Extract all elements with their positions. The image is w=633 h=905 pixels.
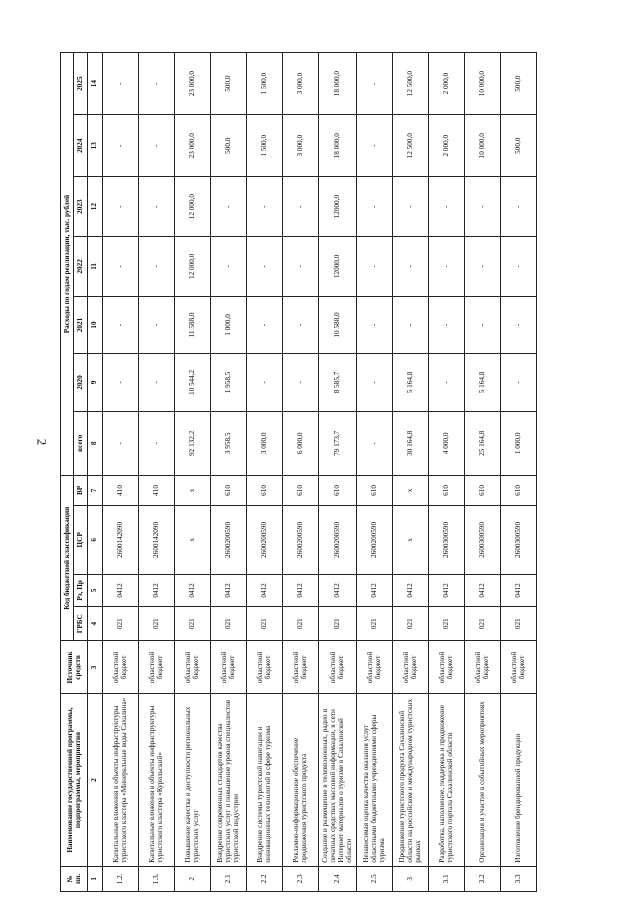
row-2024: 500,0 <box>500 115 536 177</box>
row-2022: - <box>246 237 282 297</box>
row-2025: 23 000,0 <box>174 53 210 115</box>
row-csr: 2600200590 <box>282 505 318 574</box>
row-name: Капитальные вложения в объекты инфраструктуры туристского кластера «Минеральные воды Сахалина» <box>102 694 138 866</box>
row-2022: 12000,0 <box>318 237 356 297</box>
header-total: всего <box>74 411 87 475</box>
row-2024: - <box>138 115 174 177</box>
row-rz-pr: 0412 <box>138 574 174 606</box>
row-grbs: 021 <box>356 607 392 641</box>
row-total: 3 958,5 <box>210 411 246 475</box>
row-2020: 1 958,5 <box>210 354 246 411</box>
row-2024: - <box>102 115 138 177</box>
row-csr: 2600200590 <box>318 505 356 574</box>
column-number: 11 <box>87 237 102 297</box>
row-2025: 18 000,0 <box>318 53 356 115</box>
row-2021: - <box>428 296 464 353</box>
table-row <box>246 53 282 892</box>
row-2021: - <box>282 296 318 353</box>
row-total: 3 000,0 <box>246 411 282 475</box>
page-number: 2 <box>34 438 50 446</box>
row-source: областной бюджет <box>500 641 536 694</box>
row-csr: 2600200590 <box>210 505 246 574</box>
row-2024: 10 000,0 <box>464 115 500 177</box>
row-2020: - <box>428 354 464 411</box>
header-budget-code: Код бюджетной классификации <box>61 476 74 641</box>
row-number: 3.2 <box>464 866 500 891</box>
table-row <box>210 53 246 892</box>
row-source: областной бюджет <box>318 641 356 694</box>
row-2023: - <box>102 177 138 237</box>
row-2024: 12 500,0 <box>392 115 428 177</box>
row-2020: 8 585,7 <box>318 354 356 411</box>
row-2023: - <box>246 177 282 237</box>
row-vr: 610 <box>210 476 246 506</box>
row-rz-pr: 0412 <box>356 574 392 606</box>
column-number: 7 <box>87 476 102 506</box>
row-2023: - <box>210 177 246 237</box>
row-source: областной бюджет <box>356 641 392 694</box>
header-year-2020: 2020 <box>74 354 87 411</box>
row-2025: 1 500,0 <box>246 53 282 115</box>
row-2023: - <box>464 177 500 237</box>
row-2022: - <box>464 237 500 297</box>
row-2024: 3 000,0 <box>282 115 318 177</box>
row-2025: 2 000,0 <box>428 53 464 115</box>
row-grbs: 021 <box>318 607 356 641</box>
header-year-2021: 2021 <box>74 296 87 353</box>
row-grbs: 021 <box>428 607 464 641</box>
row-vr: x <box>174 476 210 506</box>
row-2022: - <box>138 237 174 297</box>
row-2021: - <box>500 296 536 353</box>
column-number: 10 <box>87 296 102 353</box>
row-2020: 5 164,8 <box>464 354 500 411</box>
row-total: 92 132,2 <box>174 411 210 475</box>
row-vr: 610 <box>428 476 464 506</box>
column-number: 4 <box>87 607 102 641</box>
row-csr: 2600200590 <box>246 505 282 574</box>
table-row <box>392 53 428 892</box>
row-csr: 2600142090 <box>102 505 138 574</box>
row-2020: - <box>246 354 282 411</box>
row-total: 79 173,7 <box>318 411 356 475</box>
table-row <box>464 53 500 892</box>
row-total: 4 000,0 <box>428 411 464 475</box>
row-number: 1.3. <box>138 866 174 891</box>
budget-table <box>60 52 537 892</box>
header-year-2023: 2023 <box>74 177 87 237</box>
row-name: Создание и размещение в телевизионных, радио и печатных средствах массовой информации, в сети Интернет материалов о туризме в Сахалинской области <box>318 694 356 866</box>
row-vr: 610 <box>500 476 536 506</box>
header-vr: ВР <box>74 476 87 506</box>
row-total: - <box>138 411 174 475</box>
column-number-row <box>87 53 102 892</box>
row-number: 3 <box>392 866 428 891</box>
row-total: 30 164,8 <box>392 411 428 475</box>
row-2020: - <box>500 354 536 411</box>
column-number: 2 <box>87 694 102 866</box>
row-number: 2.2 <box>246 866 282 891</box>
row-grbs: 021 <box>174 607 210 641</box>
row-2025: - <box>102 53 138 115</box>
row-rz-pr: 0412 <box>174 574 210 606</box>
rotated-table-sheet <box>60 52 580 892</box>
header-expenses: Расходы по годам реализации, тыс. рублей <box>61 53 74 476</box>
row-2025: - <box>138 53 174 115</box>
row-2023: - <box>392 177 428 237</box>
row-2021: 10 588,0 <box>318 296 356 353</box>
row-2022: - <box>356 237 392 297</box>
header-name: Наименование государственной программы, подпрограммы, мероприятия <box>61 694 88 866</box>
row-name: Разработка, наполнение, поддержка и продвижение туристского портала Сахалинской области <box>428 694 464 866</box>
row-total: 25 164,8 <box>464 411 500 475</box>
row-name: Продвижение туристского продукта Сахалинской области на российском и международном туристских рынках <box>392 694 428 866</box>
row-number: 3.1 <box>428 866 464 891</box>
row-2025: 500,0 <box>210 53 246 115</box>
column-number: 8 <box>87 411 102 475</box>
row-2025: 500,0 <box>500 53 536 115</box>
row-number: 2.4 <box>318 866 356 891</box>
row-csr: 2600142090 <box>138 505 174 574</box>
row-2023: - <box>282 177 318 237</box>
row-grbs: 021 <box>246 607 282 641</box>
row-source: областной бюджет <box>428 641 464 694</box>
row-csr: 2600200590 <box>356 505 392 574</box>
row-number: 1.2. <box>102 866 138 891</box>
row-2022: - <box>102 237 138 297</box>
header-year-2024: 2024 <box>74 115 87 177</box>
row-rz-pr: 0412 <box>102 574 138 606</box>
row-name: Организация и участие в событийных мероприятиях <box>464 694 500 866</box>
row-2023: - <box>500 177 536 237</box>
header-no: № пп. <box>61 866 88 891</box>
row-2022: - <box>428 237 464 297</box>
row-2023: - <box>138 177 174 237</box>
row-grbs: 021 <box>102 607 138 641</box>
row-vr: 610 <box>282 476 318 506</box>
row-name: Внедрение системы туристской навигации и инновационных технологий в сфере туризма <box>246 694 282 866</box>
row-source: областной бюджет <box>282 641 318 694</box>
row-total: - <box>356 411 392 475</box>
row-name: Изготовление брендированной продукции <box>500 694 536 866</box>
row-rz-pr: 0412 <box>500 574 536 606</box>
row-2023: - <box>428 177 464 237</box>
row-vr: 610 <box>464 476 500 506</box>
row-number: 3.3 <box>500 866 536 891</box>
row-rz-pr: 0412 <box>392 574 428 606</box>
row-number: 2 <box>174 866 210 891</box>
column-number: 12 <box>87 177 102 237</box>
header-grbs: ГРБС <box>74 607 87 641</box>
row-vr: x <box>392 476 428 506</box>
row-2023: - <box>356 177 392 237</box>
row-grbs: 021 <box>282 607 318 641</box>
row-2020: - <box>102 354 138 411</box>
row-rz-pr: 0412 <box>464 574 500 606</box>
header-year-2025: 2025 <box>74 53 87 115</box>
row-number: 2.1 <box>210 866 246 891</box>
row-source: областной бюджет <box>246 641 282 694</box>
row-2020: 5 164,8 <box>392 354 428 411</box>
table-row <box>428 53 464 892</box>
row-2021: - <box>138 296 174 353</box>
row-2022: - <box>392 237 428 297</box>
row-2025: - <box>356 53 392 115</box>
row-2024: 500,0 <box>210 115 246 177</box>
row-2021: 1 000,0 <box>210 296 246 353</box>
row-2024: 2 000,0 <box>428 115 464 177</box>
row-2022: 12 000,0 <box>174 237 210 297</box>
row-name: Капитальные вложения в объекты инфраструктуры туристского кластера «Курильский» <box>138 694 174 866</box>
table-row <box>356 53 392 892</box>
row-source: областной бюджет <box>102 641 138 694</box>
row-2025: 12 500,0 <box>392 53 428 115</box>
table-row <box>174 53 210 892</box>
row-vr: 410 <box>102 476 138 506</box>
table-header <box>61 53 103 892</box>
row-2021: - <box>356 296 392 353</box>
row-grbs: 021 <box>138 607 174 641</box>
row-source: областной бюджет <box>174 641 210 694</box>
row-total: 1 000,0 <box>500 411 536 475</box>
row-2020: 10 544,2 <box>174 354 210 411</box>
row-rz-pr: 0412 <box>282 574 318 606</box>
row-rz-pr: 0412 <box>428 574 464 606</box>
row-grbs: 021 <box>392 607 428 641</box>
row-2024: 23 000,0 <box>174 115 210 177</box>
row-vr: 410 <box>138 476 174 506</box>
table-row <box>102 53 138 892</box>
column-number: 1 <box>87 866 102 891</box>
row-csr: 2600300590 <box>464 505 500 574</box>
row-csr: x <box>392 505 428 574</box>
row-2023: 12 000,0 <box>174 177 210 237</box>
header-csr: ЦСР <box>74 505 87 574</box>
row-rz-pr: 0412 <box>210 574 246 606</box>
row-vr: 610 <box>246 476 282 506</box>
row-name: Внедрение современных стандартов качества туристских услуг и повышение уровня специалистов туристской индустрии <box>210 694 246 866</box>
column-number: 6 <box>87 505 102 574</box>
row-grbs: 021 <box>464 607 500 641</box>
row-2020: - <box>282 354 318 411</box>
row-grbs: 021 <box>210 607 246 641</box>
row-rz-pr: 0412 <box>246 574 282 606</box>
row-2021: 11 588,0 <box>174 296 210 353</box>
row-2021: - <box>246 296 282 353</box>
column-number: 5 <box>87 574 102 606</box>
header-rz-pr: Рз, Пр <box>74 574 87 606</box>
row-number: 2.3 <box>282 866 318 891</box>
row-2021: - <box>464 296 500 353</box>
row-2022: - <box>282 237 318 297</box>
row-name: Рекламно-информационное обеспечение продвижения туристского продукта <box>282 694 318 866</box>
column-number: 3 <box>87 641 102 694</box>
row-2024: 1 500,0 <box>246 115 282 177</box>
header-year-2022: 2022 <box>74 237 87 297</box>
table-body <box>102 53 536 892</box>
row-2021: - <box>392 296 428 353</box>
table-row <box>318 53 356 892</box>
row-2023: 12000,0 <box>318 177 356 237</box>
column-number: 9 <box>87 354 102 411</box>
row-csr: 2600300590 <box>428 505 464 574</box>
row-source: областной бюджет <box>464 641 500 694</box>
row-source: областной бюджет <box>210 641 246 694</box>
row-name: Независимая оценка качества оказания услуг областными бюджетными учреждениями сферы туризма <box>356 694 392 866</box>
row-csr: 2600300590 <box>500 505 536 574</box>
row-total: 6 000,0 <box>282 411 318 475</box>
row-2020: - <box>138 354 174 411</box>
column-number: 13 <box>87 115 102 177</box>
row-name: Повышение качества и доступности региональных туристских услуг <box>174 694 210 866</box>
row-2022: - <box>210 237 246 297</box>
row-2025: 10 000,0 <box>464 53 500 115</box>
row-2022: - <box>500 237 536 297</box>
row-csr: x <box>174 505 210 574</box>
table-row <box>282 53 318 892</box>
header-source: Источник средств <box>61 641 88 694</box>
row-2021: - <box>102 296 138 353</box>
row-2020: - <box>356 354 392 411</box>
row-rz-pr: 0412 <box>318 574 356 606</box>
row-2024: 18 000,0 <box>318 115 356 177</box>
row-total: - <box>102 411 138 475</box>
row-grbs: 021 <box>500 607 536 641</box>
row-number: 2.5 <box>356 866 392 891</box>
row-vr: 610 <box>356 476 392 506</box>
row-vr: 610 <box>318 476 356 506</box>
row-2025: 3 000,0 <box>282 53 318 115</box>
table-row <box>138 53 174 892</box>
table-row <box>500 53 536 892</box>
row-2024: - <box>356 115 392 177</box>
row-source: областной бюджет <box>138 641 174 694</box>
column-number: 14 <box>87 53 102 115</box>
row-source: областной бюджет <box>392 641 428 694</box>
